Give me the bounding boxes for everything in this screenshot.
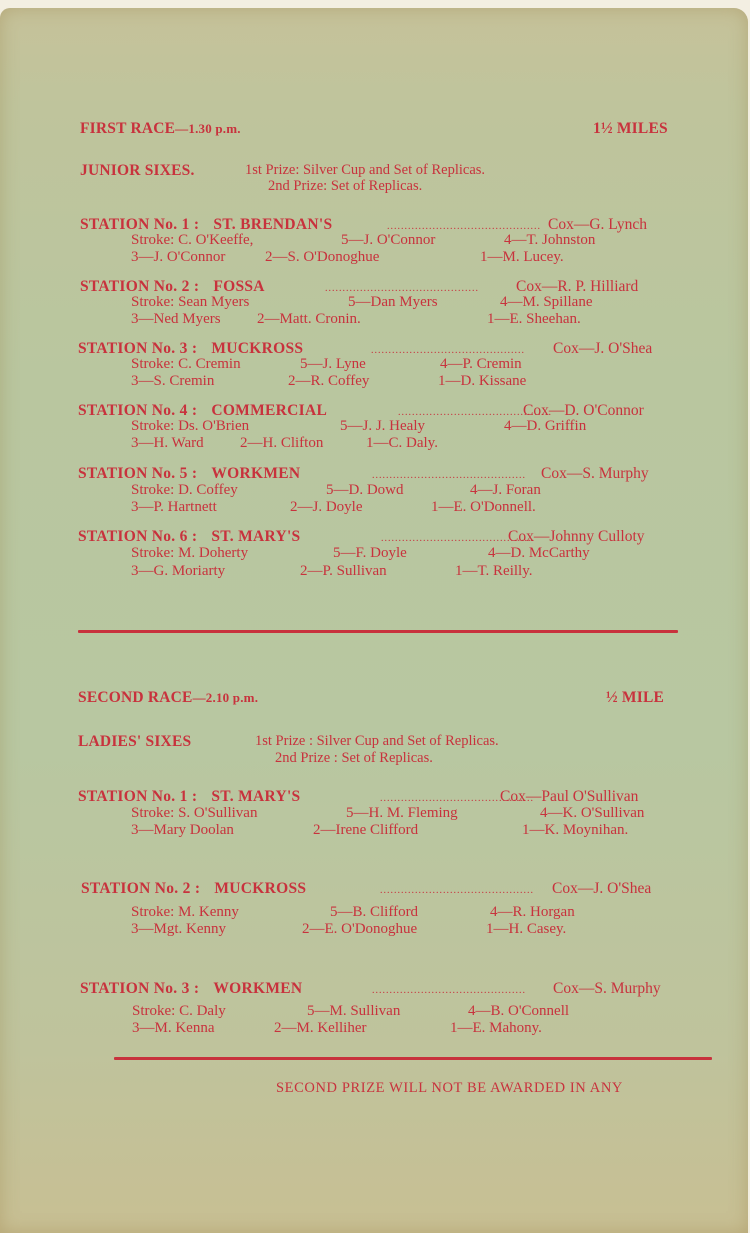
team-name: WORKMEN [213,980,303,997]
cox-name: Cox—R. P. Hilliard [516,278,639,295]
race-2-category: LADIES' SIXES [78,733,192,750]
seat-4: 4—R. Horgan [490,904,575,920]
cox-name: Cox—S. Murphy [553,980,661,997]
station-number: STATION No. 5 : [78,465,198,482]
race-1-time: —1.30 p.m. [175,121,241,136]
stroke: Stroke: C. Daly [132,1003,226,1019]
seat-2: 2—P. Sullivan [300,563,387,579]
cox-name: Cox—J. O'Shea [552,880,652,897]
leader-dots: ............................................ [387,221,541,232]
station-label [78,788,300,806]
seat-2: 2—Matt. Cronin. [257,311,361,327]
stroke: Stroke: Sean Myers [131,294,250,310]
seat-3: 3—H. Ward [131,435,204,451]
seat-3: 3—Mgt. Kenny [131,921,226,937]
race-1-distance: 1½ MILES [593,120,668,137]
seat-5: 5—J. J. Healy [340,418,425,434]
seat-2: 2—S. O'Donoghue [265,249,380,265]
team-name: MUCKROSS [211,340,304,357]
team-name: MUCKROSS [214,880,307,897]
seat-5: 5—Dan Myers [348,294,438,310]
leader-dots: ............................................ [381,533,535,544]
team-name: WORKMEN [211,465,301,482]
team-name: FOSSA [213,278,265,295]
race-1-category: JUNIOR SIXES. [80,162,195,179]
seat-4: 4—D. McCarthy [488,545,590,561]
station-label [78,528,300,546]
stroke: Stroke: Ds. O'Brien [131,418,250,434]
seat-5: 5—J. Lyne [300,356,366,372]
team-name: ST. BRENDAN'S [213,216,333,233]
race-2-first-prize: 1st Prize : Silver Cup and Set of Replicas. [255,733,499,749]
seat-3: 3—G. Moriarty [131,563,226,579]
team-name: COMMERCIAL [211,402,328,419]
leader-dots: ............................................ [325,283,479,294]
station-number: STATION No. 3 : [78,340,198,357]
leader-dots: ............................................ [380,793,534,804]
cox-name: Cox—J. O'Shea [553,340,653,357]
race-2-title [78,689,258,707]
seat-1: 1—T. Reilly. [455,563,533,579]
race-1-second-prize: 2nd Prize: Set of Replicas. [268,178,423,194]
station-label [78,465,300,483]
race-1-first-prize: 1st Prize: Silver Cup and Set of Replicas. [245,162,486,178]
seat-4: 4—T. Johnston [504,232,596,248]
seat-2: 2—J. Doyle [290,499,363,515]
station-number: STATION No. 2 : [81,880,201,897]
seat-5: 5—M. Sullivan [307,1003,401,1019]
team-name: ST. MARY'S [211,788,301,805]
stroke: Stroke: M. Kenny [131,904,239,920]
team-name: ST. MARY'S [211,528,301,545]
seat-1: 1—C. Daly. [366,435,438,451]
seat-5: 5—B. Clifford [330,904,419,920]
race-1-title [80,120,241,138]
leader-dots: ............................................ [398,407,552,418]
cox-name: Cox—D. O'Connor [523,402,644,419]
seat-4: 4—K. O'Sullivan [540,805,645,821]
station-label [80,980,302,998]
stroke: Stroke: C. O'Keeffe, [131,232,254,248]
race-2-distance: ½ MILE [606,689,665,706]
race-2-second-prize: 2nd Prize : Set of Replicas. [275,750,433,766]
seat-4: 4—J. Foran [470,482,541,498]
seat-2: 2—M. Kelliher [274,1020,367,1036]
seat-3: 3—P. Hartnett [131,499,217,515]
race-1-name: FIRST RACE [80,120,176,137]
race-2-name: SECOND RACE [78,689,193,706]
station-number: STATION No. 2 : [80,278,200,295]
seat-1: 1—E. Sheehan. [487,311,581,327]
seat-3: 3—J. O'Connor [131,249,226,265]
seat-3: 3—S. Cremin [131,373,215,389]
seat-2: 2—R. Coffey [288,373,370,389]
seat-5: 5—J. O'Connor [341,232,436,248]
leader-dots: ............................................ [371,345,525,356]
station-label [81,880,306,898]
seat-4: 4—M. Spillane [500,294,593,310]
station-number: STATION No. 4 : [78,402,198,419]
cox-name: Cox—Paul O'Sullivan [500,788,639,805]
leader-dots: ............................................ [372,985,526,996]
station-number: STATION No. 3 : [80,980,200,997]
seat-3: 3—Mary Doolan [131,822,234,838]
seat-4: 4—P. Cremin [440,356,522,372]
seat-4: 4—B. O'Connell [468,1003,570,1019]
seat-5: 5—H. M. Fleming [346,805,458,821]
stroke: Stroke: S. O'Sullivan [131,805,258,821]
station-number: STATION No. 1 : [80,216,200,233]
cox-name: Cox—Johnny Culloty [508,528,645,545]
seat-1: 1—D. Kissane [438,373,527,389]
stroke: Stroke: M. Doherty [131,545,249,561]
seat-1: 1—K. Moynihan. [522,822,629,838]
prize-notice: SECOND PRIZE WILL NOT BE AWARDED IN ANY [276,1080,624,1096]
leader-dots: ............................................ [372,470,526,481]
cox-name: Cox—S. Murphy [541,465,649,482]
seat-2: 2—Irene Clifford [313,822,419,838]
station-number: STATION No. 1 : [78,788,198,805]
seat-1: 1—E. Mahony. [450,1020,542,1036]
leader-dots: ............................................ [380,885,534,896]
seat-3: 3—M. Kenna [132,1020,215,1036]
race-2-time: —2.10 p.m. [192,690,259,705]
seat-1: 1—E. O'Donnell. [431,499,536,515]
footer-divider [114,1057,712,1060]
seat-4: 4—D. Griffin [504,418,587,434]
seat-2: 2—H. Clifton [240,435,324,451]
seat-2: 2—E. O'Donoghue [302,921,418,937]
seat-5: 5—F. Doyle [333,545,407,561]
seat-1: 1—M. Lucey. [480,249,564,265]
section-divider [78,630,678,633]
stroke: Stroke: C. Cremin [131,356,241,372]
seat-1: 1—H. Casey. [486,921,567,937]
seat-3: 3—Ned Myers [131,311,221,327]
cox-name: Cox—G. Lynch [548,216,648,233]
stroke: Stroke: D. Coffey [131,482,238,498]
station-number: STATION No. 6 : [78,528,198,545]
seat-5: 5—D. Dowd [326,482,404,498]
